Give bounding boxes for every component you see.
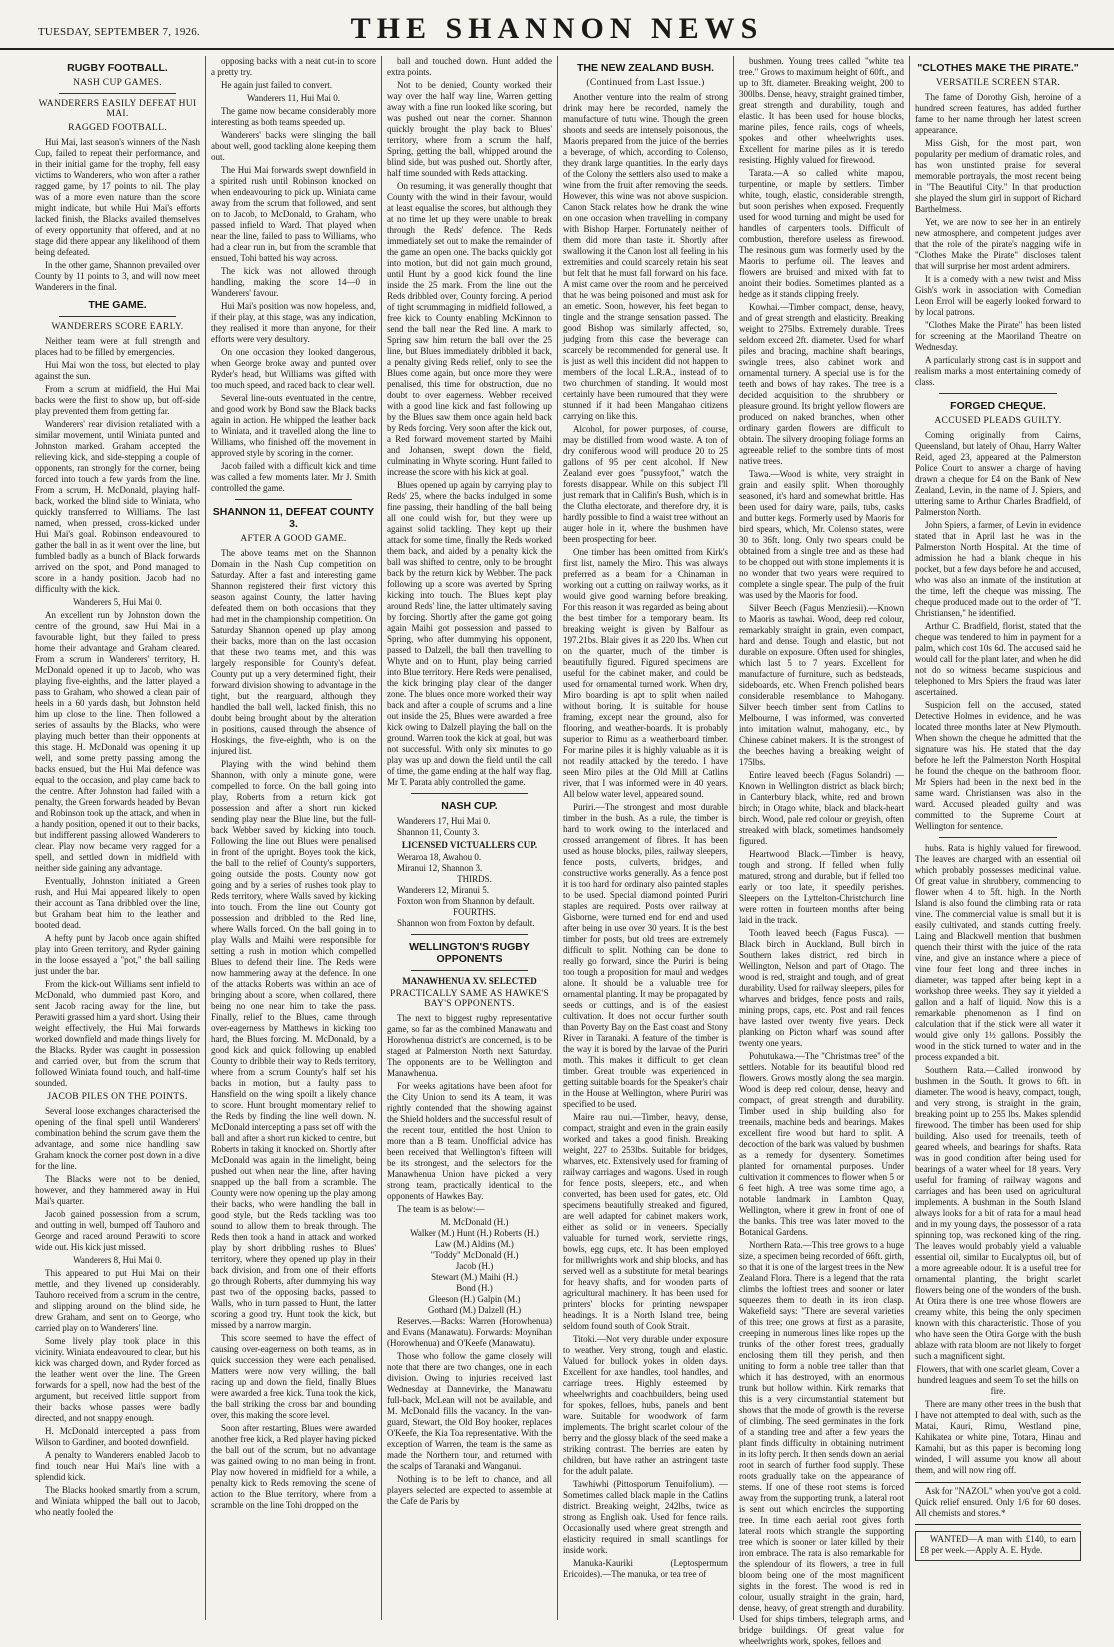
paragraph: Several line-outs eventuated in the centre, and good work by Bond saw the Black backs again in action. He whipped the leather back to Winiata, and it travelled along the line to Williams, who finished off the movement in approved style by scoring in the corner. (211, 393, 376, 458)
paragraph: From a scrum at midfield, the Hui Mai backs were the first to show up, but off-side play prevented them from getting far. (35, 384, 200, 416)
paragraph: An excellent run by Johnston down the centre of the ground, saw Hui Mai in a favourable light, but they failed to press home their advantage and Graham cleared. From a scrum in Wanderers' territory, H. McDonald opened it up to Jacob, who was playing five-eighths, and the latter played a pass to Graham, who showed a clean pair of heels in a 60 yards dash, but Johnston held him up close to the line. Then followed a series of assaults by the Blacks, who were playing much better than their opponents at this stage. H. McDonald was opening it up well, and some pretty passing among the backs ensued, but the Hui Mai defence was equal to the occasion, and play came back to the centre. After Johnston had failed with a penalty, the Green forwards headed by Bevan and Robinson took up the attack, and when in a handy position, opened it out to their backs, but indifferent passing allowed Wanderers to clear. Play now became very ragged for a spell, and settled down in midfield with neither side gaining any advantage. (35, 610, 200, 873)
paragraph: Several loose exchanges characterised the opening of the final spell until Wanderers' combination behind the scrum gave them the advantage, and some nice handling saw Graham knock the corner post down in a dive for the line. (35, 1106, 200, 1171)
paragraph: Entire leaved beech (Fagus Solandri) —Known in Wellington district as black birch; in Canterbury black, white, red and brown birch; in Otago white, black and black-heart birch. Wood, pale red colour or greyish, often streaked with black, sometimes handsomely figured. (739, 770, 904, 846)
result-line: Weraroa 18, Awahou 0. (397, 852, 482, 862)
paragraph: Manuka-Kauriki (Leptospermum Ericoides).—The manuka, or tea tree of (563, 1558, 728, 1579)
column-1 (30, 56, 206, 1620)
advertisement (915, 1482, 1081, 1525)
divider (939, 393, 1057, 394)
issue-date: TUESDAY, SEPTEMBER 7, 1926. (38, 26, 200, 38)
paragraph: Arthur C. Bradfield, florist, stated that the cheque was tendered to him in payment for a palm, which cost 10s 6d. The accused said he would call for the plant later, and when he did not do so witness became suspicious and telephoned to Mrs Spiers the fraud was later ascertained. (915, 621, 1081, 697)
paragraph: Northern Rata.—This tree grows to a huge size, a specimen being recorded of 66ft. girth, so that it is one of the largest trees in the New Zealand Flora. There is a legend that the rata climbs the loftiest trees and sooner or later squeezes them to death in its iron clasp. Wakefield says: "There are several varieties of this tree; one grows at first as a parasite, creeping in numerous lines like ropes up the trunks of the other forest trees, gradually enclosing them till they perish, and then uniting to form a noble tree taller than that which it has destroyed, with an enormous trunk but hollow within. Kirk remarks that this is a very circumstantial statement but shows that the mode of growth is the reverse of climbing. The seed germinates in the fork of a standing tree and after a few years the plant finds difficulty in obtaining nutriment in its lofty perch. It then sends down an aerial root in search of further food supply. These roots gradually take on the appearance of stems. If one of these root stems is forced away from the supporting trunk, a lateral root is sent out which encircles the supporting tree. In time each aerial root gives forth lateral roots which strangle the supporting tree which is sooner or later killed by their iron embrace. The rata is also remarkable for the splendour of its flowers, a tree in full bloom being one of the most magnificent sights in the forest. The wood is red in colour, usually straight in the grain, hard, dense, heavy, of great strength and durability. Used for ships timbers, telegraph arms, and bridge buildings. Of great value for wheelwrights work, spokes, felloes and (739, 1240, 904, 1646)
paragraph: Tooth leaved beech (Fagus Fusca). —Black birch in Auckland, Bull birch in Southern lakes district, red birch in Wellington, Nelson and part of Otago. The wood is red, straight and tough, and of great durability. Used for railway sleepers, piles for wharves and bridges, fence posts and rails, mining props, caps, etc. Post and rail fences have lasted over twenty five years. Deck planking on Picton wharf was sound after twenty one years. (739, 928, 904, 1048)
divider (411, 934, 528, 935)
paragraph: A hefty punt by Jacob once again shifted play into Green territory, and Ryder gaining in the loose essayed a "pot," the ball sailing just under the bar. (35, 933, 200, 976)
paragraph: The Blacks were not to be denied, however, and they hammered away in Hui Mai's quarter. (35, 1174, 200, 1206)
divider (411, 970, 528, 971)
divider (235, 499, 352, 500)
section-heading: THE NEW ZEALAND BUSH. (576, 62, 715, 74)
paragraph: Silver Beech (Fagus Menziesii).—Known to Maoris as tawhai. Wood, deep red colour, remarkably straight in grain, even compact, hard and dense. Tough and elastic, but not durable on exposure. Often used for shingles, which last 5 to 7 years. Excellent for manufacture of furniture, such as bedsteads, sideboards, etc. When French polished bears considerable resemblance to Mahogany. Silver beech timber sent from Catlins to Melbourne, I was informed, was converted into imitation walnut, mahogany, etc., by Chinese cabinet makers. It is the strongest of the beeches having a breaking weight of 175lbs. (739, 603, 904, 767)
paragraph: Tawhiwhi (Pittosporum Tenuifolium). —Sometimes called black maple in the Catlins district. Breaking weight, 242lbs, twice as strong as English oak. Used for fence rails. Occasionally used where great strength and elasticity required in small scantlings for inside work. (563, 1479, 728, 1555)
team-list-line: Stewart (M.) Maihi (H.) (431, 1272, 518, 1282)
paragraph: Jacob failed with a difficult kick and time was called a few moments later. Mr J. Smith controlled the game. (211, 461, 376, 493)
paragraph: Suspicion fell on the accused, stated Detective Holmes in evidence, and he was located three months later at New Plymouth. When shown the cheque he admitted that the signature was his. He stated that the day before he left the Palmerston North Hospital he found the cheque on the bathroom floor. Mr Spiers had been in the next bed in the same ward. Christiansen was also in the ward. Accused pleaded guilty and was committed to the Supreme Court at Wellington for sentence. (915, 700, 1081, 831)
paragraph: In the other game, Shannon prevailed over County by 11 points to 3, and will now meet Wanderers in the final. (35, 260, 200, 292)
paragraph: Soon after restarting, Blues were awarded another free kick, a Red player having picked the ball out of the scrum, but no advantage was gained owing to no man being in front. Play now hovered in midfield for a while, a penalty kick to Reds removing the scene of action to the Blue territory, where from a scramble on the line Tohi dropped on the (211, 1423, 376, 1510)
paragraph: Playing with the wind behind them Shannon, with only a minute gone, were compelled to force. On the ball going into play, Roberts from a return kick got possession and after a short run kicked sending play near the Blue line, but the full-back Webber saved by kicking into touch. Following the line out Blues were penalised in front of the upright. Boyes took the kick, the ball to the relief of County's supporters, going outside the posts. County now got going and by a series of rushes took play to Reds territory, where Walls saved by kicking into touch. From the line out County got possession and dribbled to the Red line, where Walls forced. On the ball going in to play Walls and Maihi were responsible for setting a rush in motion which compelled Blues to defend their line. The Reds were now hammering away at the defence. In one of the attacks Roberts was within an ace of bringing about a score, when collared, there being no one near him to take the pass. Finally, relief to the Blues, came through over-eagerness by Matthews in kicking too hard, the Blues forcing. M. McDonald, by a good kick and quick following up enabled County to dribble their way to Reds territory, where from a scrum County's half set his backs in motion, but a faulty pass to Hansfield on the wing spoilt a likely chance to score. Hunt brought momentary relief to the Reds by finding the line well down. N. McDonald intercepting a pass set off with the ball and after a short run kicked to centre, but Roberts in taking it knocked on. Shortly after McDonald was again in the limelight, being pushed out when near the line, after having snapped up the ball from a scramble. The County were now opening up the play among their backs, who were handling the ball in good style, but the Reds tackling was too sound to allow them to break through. The Reds then took a hand in attack and worked play by short dribbling rushes to Blues' territory, where they opened up play in their back division, and from one of their efforts go through Roberts, after dummying his way past two of the opposing backs, passed to Walls, who in turn passed to Hunt, the latter scoring a good try. Hunt took the kick, but missed by a narrow margin. (211, 759, 376, 1330)
section-heading: FORGED CHEQUE. (950, 400, 1046, 412)
result-line: Shannon won from Foxton by default. (397, 918, 535, 928)
page-columns (30, 56, 1090, 1646)
subheading: WANDERERS EASILY DEFEAT HUI MAI. (38, 99, 197, 119)
paragraph: There are many other trees in the bush that I have not attempted to deal with, such as the Matai, Kauri, Rimu, Westland pine, Kahikatea or white pine, Totara, Hinau and Kamahi, but as this paper is becoming long winded, I will assume you know all about them, and will now ring off. (915, 1399, 1081, 1475)
subheading: MANAWHENUA XV. SELECTED (402, 976, 537, 986)
paragraph: Tawa.—Wood is white, very straight in grain and easily split. When thoroughly seasoned, it's hard and somewhat brittle. Has been used for dairy ware, pails, tubs, casks and butter kegs. Formerly used by Maoris for bird spears, which, Mr. Colenso states, were 30 to 36ft. long. Only two spears could be obtained from a single tree and as these had to be chopped out with stone implements it is no wonder that two years were required to complete a single spear. The pulp of the fruit was used by the Maoris for food. (739, 469, 904, 600)
paragraph: It is a comedy with a new twist and Miss Gish's work in association with Comedian Leon Errol will be eagerly looked forward to by local patrons. (915, 274, 1081, 317)
paragraph: Maire rau nui.—Timber, heavy, dense, compact, straight and even in the grain easily worked and takes a good finish. Breaking weight, 227 to 253lbs. Suitable for bridges, wharves, etc. Extensively used for framing of railway carriages and wagons. Used in rough for fence posts, sleepers, etc., and when converted, has been used for gates, etc. Old specimens beautifully streaked and figured, are well adapted for cabinet makers work, either as solid or in veneers. Specially valuable for turned work, serviette rings, bowls, egg cups, etc. It has been employed for millwrights work and ship blocks, and has served well as a substitute for metal bearings for heavy shafts, and for wooden parts of agricultural machinery. It has been used for printers' blocks for printing newspaper headings. It is a North Island tree, being seldom found south of Cook Strait. (563, 1112, 728, 1331)
team-list-line: Jacob (H.) (455, 1261, 494, 1271)
paragraph: Another venture into the realm of strong drink may here be recorded, namely the manufacture of tutu wine. Though the green shoots and seeds are intensely poisonous, the Maoris prepared from the juice of the berries a beverage, of which, according to Colenso, they drank large quantities. In the early days of the Colony the settlers also used to make a wine from the fruit after removing the seeds. However, this wine was not above suspicion. Canon Stack relates how he drank the wine on one occasion when travelling in company with Bishop Harper. Fortunately neither of them did more than taste it. Shortly after swallowing it the Canon lost all feeling in his extremities and could scarcely retain his seat but felt that he must fall forward on his face. A mist came over the room and he perceived that he was being poisoned and must ask for an emetic. Soon, however, his feet began to tingle and the strange sensation passed. The good Bishop was similarly affected, so, judging from this case the beverage can scarcely be recommended for general use. It is just as well this incident did not happen to members of the local L.R.A., instead of to two churchmen of standing. It would most certainly have been rumoured that they were stunned if it had been Mangahao citizens carrying on like this. (563, 92, 728, 421)
score-line: Wanderers 8, Hui Mai 0. (73, 1255, 162, 1265)
section-heading: THE GAME. (88, 299, 147, 311)
subheading: AFTER A GOOD GAME. (240, 534, 347, 544)
result-line: Wanderers 17, Hui Mai 0. (397, 816, 491, 826)
paragraph: Hui Mai won the toss, but elected to play against the sun. (35, 360, 200, 381)
paragraph: Not to be denied, County worked their way over the half way line, Warren getting away with a fine run looked like scoring, but was pushed out near the corner. Shannon quickly brought the play back to Blues' territory, where from a scrum the half, Spring, getting the ball, whipped around the blind side, but was pushed out. Shortly after, half time sounded with Reds attacking. (387, 80, 552, 178)
masthead (0, 0, 1114, 50)
column-3 (382, 56, 558, 1620)
paragraph: Alcohol, for power purposes, of course, may be distilled from wood waste. A ton of dry coniferous wood will produce 20 to 25 gallons of 95 per cent alcohol. If New Zealand ever goes "pussyfoot," watch the forests disappear. While on this subject I'll just remark that in Califin's Bush, which is in the Clutha electorate, and therefore dry, it is hardly possible to find a waist tree without an auger hole in it, where the bushmen have been prospecting for beer. (563, 424, 728, 544)
subheading: ACCUSED PLEADS GUILTY. (934, 416, 1062, 426)
paragraph: bushmen. Young trees called "white tea tree." Grows to maximum height of 60ft., and up to 3ft. diameter. Breaking weight, 200 to 300lbs. Dense, heavy, straight grained timber, great strength and durability, tough and elastic. It has been used for house blocks, marine piles, fence rails, cogs of wheels, spokes and other wheelwrights uses. Excellent for marine piles as it is teredo resisting. Highly valued for firewood. (739, 56, 904, 165)
paragraph: Kowhai.—Timber compact, dense, heavy, and of great strength and elasticity. Breaking weight to 275lbs. Extremely durable. Trees seldom exceed 2ft. diameter. Used for wharf piles and bracing, machine shaft bearings, swingle trees, also cabinet work and ornamental turnery. A special use is for the teeth and bows of hay rakes. The tree is a decided acquisition to the shrubbery or pleasure ground. Its bright yellow flowers are produced on naked branches, when other ordinary garden flowers are difficult to obtain. The silvery drooping foliage forms an agreeable relief to the sombre tints of most native trees. (739, 302, 904, 466)
paragraph: The Blacks hooked smartly from a scrum, and Winiata whipped the ball out to Jacob, who neatly fooled the (35, 1485, 200, 1517)
ad-text: Ask for "NAZOL" when you've got a cold. Quick relief ensured. Only 1/6 for 60 doses. All chemists and stores.* (915, 1486, 1081, 1518)
paragraph: The fame of Dorothy Gish, heroine of a hundred screen features, has added further fame to her name through her latest screen appearance. (915, 92, 1081, 135)
section-heading: NASH CUP. (441, 800, 498, 812)
subheading: RAGGED FOOTBALL. (68, 123, 167, 133)
paragraph: John Spiers, a farmer, of Levin in evidence stated that in April last he was in the Palmerston North Hospital. At the time of admission he had a blank cheque in his pocket, but a few days before he and accused, who was also an inmate of the institution at the time, left the cheque was missing. The cheque produced made out to the order of "T. Christiansen," he identified. (915, 520, 1081, 618)
classified-ad (915, 1531, 1081, 1561)
subheading: LICENSED VICTUALLERS CUP. (401, 840, 538, 850)
section-heading: RUGBY FOOTBALL. (67, 62, 168, 74)
subheading: PRACTICALLY SAME AS HAWKE'S BAY'S OPPONENTS. (390, 989, 549, 1009)
subheading: VERSATILE SCREEN STAR. (935, 78, 1061, 88)
paragraph: This score seemed to have the effect of causing over-eagerness on both teams, as in quick succession they were each penalised. Matters were now very willing, the ball racing up and down the field, finally Blues were awarded a free kick. Tuna took the kick, the ball striking the cross bar and bounding over, this making the score level. (211, 1333, 376, 1420)
subheading: (Continued from Last Issue.) (586, 78, 705, 88)
team-list-line: Bond (H.) (456, 1283, 493, 1293)
paragraph: The game now became considerably more interesting as both teams speeded up. (211, 106, 376, 127)
paragraph: The team is as below:— (397, 1204, 485, 1214)
paragraph: On resuming, it was generally thought that County with the wind in their favour, would at least equalise the scores, but although they at no time let up they were unable to break through the Reds' defence. The Reds immediately set out to make the remainder of the game an open one. The backs quickly got into motion, but did not gain much ground, until Hunt by a good kick found the line inside the 25 mark. From the line out the Reds dribbled over, County forcing. A period of tight scrummaging in midfield followed, a free kick to County enabling McKinnon to send the ball near the Red line. A mark to Spring saw him return the ball over the 25 line, but Blues immediately dribbled it back, a penalty giving Reds relief, only to see the Blues come again, but once more they were penalised, this time for obstruction, due no doubt to over eagerness. Webber received with a good line kick and fast following up by the Blues saw them once again held back by Reds forcing. Very soon after the kick out, a Red forward movement started by Maihi and Johansen, swept down the field, culminating in Whyte scoring. Hunt failed to increase the score with his kick at goal. (387, 181, 552, 477)
paragraph: Miss Gish, for the most part, won popularity per medium of dramatic roles, and has won unstinted praise for several memorable portrayals, the most recent being in "The Beautiful City." In that production she played the slum girl in support of Richard Barthelmess. (915, 138, 1081, 214)
paragraph: Hui Mai's position was now hopeless, and, if their play, at this stage, was any indication, they realised it more than anyone, for their efforts were very desultory. (211, 301, 376, 344)
score-line: Wanderers 11, Hui Mai 0. (247, 93, 340, 103)
column-6 (910, 56, 1086, 1620)
team-list-line: M. McDonald (H.) (440, 1217, 509, 1227)
paragraph: H. McDonald intercepted a pass from Wilson to Gardiner, and booted downfield. (35, 1426, 200, 1447)
paragraph: Neither team were at full strength and places had to be filled by emergencies. (35, 336, 200, 357)
section-heading: SHANNON 11, DEFEAT COUNTY 3. (212, 506, 375, 530)
paragraph: Coming originally from Cairns, Queensland, but lately of Ohau, Harry Walter Reid, aged 23, appeared at the Palmerston Police Court to answer a charge of having drawn a cheque for £4 on the Bank of New Zealand, Levin, in the name of J. Spiers, and uttering same to Arthur Charles Bradfield, of Palmerston North. (915, 430, 1081, 517)
paragraph: ball and touched down. Hunt added the extra points. (387, 56, 552, 77)
paragraph: This appeared to put Hui Mai on their mettle, and they livened up considerably. Tauhoro received from a scrum in the centre, and slipping around on the blind side, he drew Graham, and sent on to George, who carried play on to Wanderers' line. (35, 1268, 200, 1333)
paragraph: Puriri.—The strongest and most durable timber in the bush. As a rule, the timber is hard to work owing to the interlaced and crossed arrangement of fibres. It has been used as house blocks, piles, railway sleepers, fence posts, culverts, bridges, and constructive works generally. As a fence post it is too hard for ordinary also painted staples to be used. Special diamond pointed Puriri staples are required. Posts over railway at Gisborne, were turned end for end and used after being in use over 30 years. It is the best timber for posts, but old trees are extremely difficult to split. Nothing can be done to really go forward, since the Puriri is being too tough a proposition for maul and wedges alone. It should be a valuable tree for ornamental planting. It may be propagated by seeds or cuttings, and is of the easiest cultivation. It does not occur further south than Poverty Bay on the East coast and Stony River in Taranaki. A feature of the timber is the way it is bored by the larvae of the Puriri moth. This makes it difficult to get clean timber. Great trouble was experienced in getting suitable boards for the Speaker's chair in the House at Wellington, where Puriri was specified to be used. (563, 802, 728, 1109)
score-line: Wanderers 5, Hui Mai 0. (73, 597, 162, 607)
divider (939, 837, 1057, 838)
paragraph: The kick was not allowed through handling, making the score 14—0 in Wanderers' favour. (211, 266, 376, 298)
paragraph: Heartwood Black.—Timber is heavy, tough and strong. If felled when fully matured, strong and durable, but if felled too early or too late, it speedily perishes. Sleepers on the Lyttelton-Christchurch line were rotten in fourteen months after being laid in the track. (739, 849, 904, 925)
paragraph: Those who follow the game closely will note that there are two changes, one in each division. Owing to injuries received last Wednesday at Dannevirke, the Manawatu full-back, McLean will not be available, and M. McDonald fills the vacancy. In the van-guard, Stewart, the Old Boy hooker, replaces O'Keefe, the Kia Toa representative. With the exception of Warren, the team is the same as made the Northern tour, and returned with the scalps of Taranaki and Wanganui. (387, 1351, 552, 1471)
verse: Flowers, that with one scarlet gleam, Cover a hundred leagues and seem To set the hills on fire. (916, 1364, 1080, 1396)
paragraph: opposing backs with a neat cut-in to score a pretty try. (211, 56, 376, 77)
column-5 (734, 56, 910, 1646)
paragraph: "Clothes Make the Pirate" has been listed for screening at the Maoriland Theatre on Wednesday. (915, 320, 1081, 352)
divider (59, 316, 176, 317)
paragraph: Eventually, Johnston initiated a Green rush, and Hui Mai appeared likely to open their account as Tana dribbled over the line, but Graham beat him to the leather and booted dead. (35, 876, 200, 930)
paragraph: Pohutukawa.—The "Christmas tree" of the settlers. Notable for its beautiful blood red flowers. Grows mostly along the sea margin. Wood is deep red colour, dense, heavy and compact, of great strength and durability. Timber used in ship building also for treenails, machine beds and bearings. Makes excellent fire wood but hard to split. A decoction of the bark was valued by bushmen as a remedy for dysentery. Sometimes planted for ornamental purposes. Under cultivation it commences to flower when 5 or 6 feet high. A tree was some time ago, a notable landmark in Lambton Quay, Wellington, where it grew in front of one of the banks. This tree was later moved to the Botanical Gardens. (739, 1051, 904, 1237)
divider (59, 93, 176, 94)
ad-text: WANTED—A man with £140, to earn £8 per week.—Apply A. E. Hyde. (920, 1534, 1076, 1555)
paragraph: One timber has been omitted from Kirk's first list, namely the Miro. This was always preferred as a beam for a Chinaman in working out a cutting on railway works, as it would give good warning before breaking. For this reason it was regarded as being about the best timber for a temporary beam. Its breaking weight is given by Balfour as 197.21bs. Blair gives it as 220 lbs. When cut on the quarter, much of the timber is beautifully figured. Figured specimens are useful for the cabinet maker, and could be used for ornamental turned work. When dry, Miro boarding is apt to split when nailed without boring. It is suitable for house framing, except near the ground, also for flooring, and weather-boards. It is probably superior to Rimu as a weatherboard timber. For marine piles it is highly valuable as it is not readily attacked by the teredo. I have seen Miro piles at the Old Mill at Catlins river, that I was informed were in 40 years. All below water level, appeared sound. (563, 547, 728, 799)
paragraph: Hui Mai, last season's winners of the Nash Cup, failed to repeat their performance, and in their initial game for the trophy, fell easy victims to Wanderers, who won after a rather ragged game, by 17 points to nil. The play was of a more even nature than the score might indicate, but while Hui Mai's efforts lacked finish, the Blacks availed themselves of every opportunity that offered, and at no stage did there appear any likelihood of them being defeated. (35, 137, 200, 257)
subheading: WANDERERS SCORE EARLY. (51, 322, 184, 332)
result-line: Foxton won from Shannon by default. (397, 896, 535, 906)
paragraph: Southern Rata.—Called ironwood by bushmen in the South. It grows to 6ft. in diameter. The wood is heavy, compact, tough, and very strong, is straight in the grain, breaking point up to 255 lbs. Makes splendid firewood. The timber has been used for ship building. Also used for treenails, teeth of geared wheels, and bearings for shafts. Rata was in good condition after being used for bearings of a water wheel for 18 years. Very useful for framing of railway wagons and carriages and has been used on agricultural implements. A bushman in the South Island always looks for a bit of rata for a maul head and in my young days, the possessor of a rata spinning top, was reckoned king of the ring. The leaves would probably yield a valuable essential oil, similar to Eucalyptus oil, but of a more agreeable odour. It is a useful tree for ornamental planting, the bright scarlet flowers being one of the wonders of the bush. At Otira there is one tree whose flowers are creamy white, this being the only specimen known with this characteristic. Those of you who have seen the Otira Gorge with the bush ablaze with rata bloom are not likely to forget such a magnificent sight. (915, 1065, 1081, 1361)
section-heading: WELLINGTON'S RUGBY OPPONENTS (409, 941, 530, 965)
paragraph: A penalty to Wanderers enabled Jacob to find touch near Hui Mai's line with a splendid kick. (35, 1450, 200, 1482)
paragraph: Titoki.—Not very durable under exposure to weather. Very strong, tough and elastic. Valued for bullock yokes in olden days. Excellent for axe handles, tool handles, and carriage trees. Highly esteemed by wheelwrights and coachbuilders, being used for spokes, felloes, hubs, panels and bent ware. Suitable for woodwork of farm implements. The bright scarlet colour of the berry and the glossy black of the seed make a striking contrast. The berries are eaten by children, but have rather an astringent taste for the adult palate. (563, 1334, 728, 1476)
paragraph: Reserves.—Backs: Warren (Horowhenua) and Evans (Manawatu). Forwards: Moynihan (Horowhenua) and O'Keefe (Manawatu). (387, 1316, 552, 1348)
team-list-line: Walker (M.) Hunt (H.) Roberts (H.) (410, 1228, 539, 1238)
paragraph: Wanderers' rear division retaliated with a similar movement, until Winiata punted and Johnston marked. Graham accepted the relieving kick, and side-stepping a couple of opponents, ran strongly for the corner, being forced into touch a few yards from the line. From a scrum, H. McDonald, playing half-back, worked the blind side to Winiata, who quickly transferred to Williams. The last named, when pressed, cross-kicked under Hui Mai's goal. Robinson endeavoured to gather the ball in as it went over the line, but fumbled badly as a bunch of Black forwards arrived on the spot, and Pond managed to score in a handy position. Jacob had no difficulty with the kick. (35, 419, 200, 594)
column-4 (558, 56, 734, 1620)
paragraph: Blues opened up again by carrying play to Reds' 25, where the backs indulged in some fine passing, their handling of the ball being all one could wish for, but they were up against solid tackling. They kept up their attack for some time, finally the Reds worked them back, and aided by a penalty kick the ball was shifted to centre, only to be brought back by the return kick by Webber. The pack following up a score was averted by Spring kicking into touch. The Blues kept play around Reds' line, the latter ultimately saving by forcing. Shortly after the game got going again Maihi got possession and passed to Spring, who after dummying his opponent, passed to Dalzell, the ball then travelling to Whyte and on to Hunt, play being carried into Blue territory. Here Reds were penalised, the kick bringing play clear of the danger zone. The blues once more worked their way back and after a couple of scrums and a line out inside the 25, Blues were awarded a free kick owing to Dalzell playing the ball on the ground. Warren took the kick at goal, but was not successful. With only six minutes to go play was up and down the field until the call of time, the game ending at the half way flag. Mr T. Parata ably controlled the game. (387, 480, 552, 787)
paragraph: Yet, we are now to see her in an entirely new atmosphere, and competent judges aver that the role of the pirate's nagging wife in "Clothes Make the Pirate" discloses talent that will surprise her most ardent admirers. (915, 217, 1081, 271)
paragraph: A particularly strong cast is in support and realism marks a most entertaining comedy of class. (915, 355, 1081, 387)
paragraph: The Hui Mai forwards swept downfield in a spirited rush until Robinson knocked on when endeavouring to pick up. Winiata came away from the scrum that followed, and sent on to Jacob, to McDonald, to Graham, who passed infield to Ward. That played when near the line, failed to pass to Williams, who had a clear run in, but from the scramble that ensued, Tohi batted his way across. (211, 165, 376, 263)
paragraph: On one occasion they looked dangerous, when George broke away and punted over Ryder's head, but Williams was gifted with too much speed, and raced back to clear well. (211, 347, 376, 390)
paragraph: For weeks agitations have been afoot for the City Union to send its A team, it was rightly contended that the showing against the Shield holders and the successful result of the recent tour, entitled the host Union to more than a B team. Unofficial advice has been received that Wellington's fifteen will be its strongest, and the selectors for the Manawhenua Union have picked a very strong team, practically identical to the opponents of Hawkes Bay. (387, 1081, 552, 1201)
column-2 (206, 56, 382, 1620)
subheading: NASH CUP GAMES. (73, 78, 162, 88)
paragraph: Wanderers' backs were slinging the ball about well, good tackling alone keeping them out. (211, 130, 376, 162)
result-line: Shannon 11, County 3. (397, 827, 480, 837)
team-list-line: Gothard (M.) Dalzell (H.) (427, 1305, 522, 1315)
paragraph: The next to biggest rugby representative game, so far as the combined Manawatu and Horowhenua district's are concerned, is to be staged at Palmerston North next Saturday. The opponents are to be Wellington and Manawhenua. (387, 1013, 552, 1078)
result-line: Wanderers 12, Miranui 5. (397, 885, 489, 895)
paragraph: hubs. Rata is highly valued for firewood. The leaves are charged with an essential oil which probably possesses medicinal value. Of great value in shrubbery, commencing to flower when 4 to 5ft. high. In the North Island is also found the climbing rata or rata vine. The commercial value is small but it is easily cultivated, and stands cutting freely. Laing and Blackwell mention that bushmen quench their thirst with the juice of the rata vine, and give an instance where a piece of vine four feet long and three inches in diameter, was tapped after being kept in a workshop three weeks. They say it yielded a gallon and a half of liquid. Now this is a remarkable phenomenon as I find on calculation that if the stick were all water it would give only 1½ gallons. Possibly the wood in the stick turned to water and in the process expanded a bit. (915, 843, 1081, 1062)
team-list-line: "Toddy" McDonald (H.) (430, 1250, 519, 1260)
paragraph: From the kick-out Williams sent infield to McDonald, who dummied past Koro, and sent Jacob racing away for the line, but Perawiti grassed him a yard short. Using their weight effectively, the Hui Mai forwards worked downfield and made things lively for the Blacks. Ryder was caught in possession and carried over, but from the scrum that followed Winiata found touch, and half-time sounded. (35, 979, 200, 1088)
paragraph: Tarata.—A so called white mapou, turpentine, or maple by settlers. Timber white, tough, elastic, considerable strength, but soon perishes when exposed. Frequently used for wood turning and might be used for handles of carpenters tools. Difficult of combustion, therefore useless as firewood. The resinous gum was formerly used by the Maoris to perfume oil. The leaves and flowers are bruised and mixed with fat to anoint their bodies. Sometimes planted as a hedge as it stands clipping freely. (739, 168, 904, 299)
paragraph: Some lively play took place in this vicinity. Winiata endeavoured to clear, but his kick was charged down, and Ryder forced as the leather went over the line. The Green forwards for a spell, now had the best of the argument, but received little support from their backs whose passes were badly directed, and not snappy enough. (35, 1336, 200, 1423)
paragraph: The above teams met on the Shannon Domain in the Nash Cup competition on Saturday. After a fast and interesting game Shannon registered their first victory this season against County, the latter having defeated them on both occasions that they had met in the championship competition. On Saturday Shannon opened up play among their backs, more than on the last occasion that these two teams met, and this was largely responsible for County's defeat. County put up a very determined fight, their forward division showing to advantage in the tight, but the rearguard, although they handled the ball well, lacked finish, this no doubt being brought about by the alteration in positions, caused through the absence of Hoskings, the five-eighth, who is on the injured list. (211, 548, 376, 756)
newspaper-title: THE SHANNON NEWS (350, 12, 764, 45)
subheading: THIRDS. (457, 874, 492, 884)
section-heading: "CLOTHES MAKE THE PIRATE." (917, 62, 1079, 74)
team-list-line: Gleeson (H.) Galpin (M.) (428, 1294, 521, 1304)
subheading: JACOB PILES ON THE POINTS. (47, 1092, 188, 1102)
paragraph: Jacob gained possession from a scrum, and outting in well, bumped off Tauhoro and George and raced around Perawiti to score wide out. His kick just missed. (35, 1209, 200, 1252)
result-line: Miranui 12, Shannon 3. (397, 863, 483, 873)
paragraph: Nothing is to be left to chance, and all players selected are expected to assemble at the Cafe de Paris by (387, 1474, 552, 1506)
paragraph: He again just failed to convert. (221, 80, 332, 90)
subheading: FOURTHS. (453, 907, 496, 917)
team-list-line: Law (M.) Aldins (M.) (435, 1239, 514, 1249)
divider (411, 793, 528, 794)
